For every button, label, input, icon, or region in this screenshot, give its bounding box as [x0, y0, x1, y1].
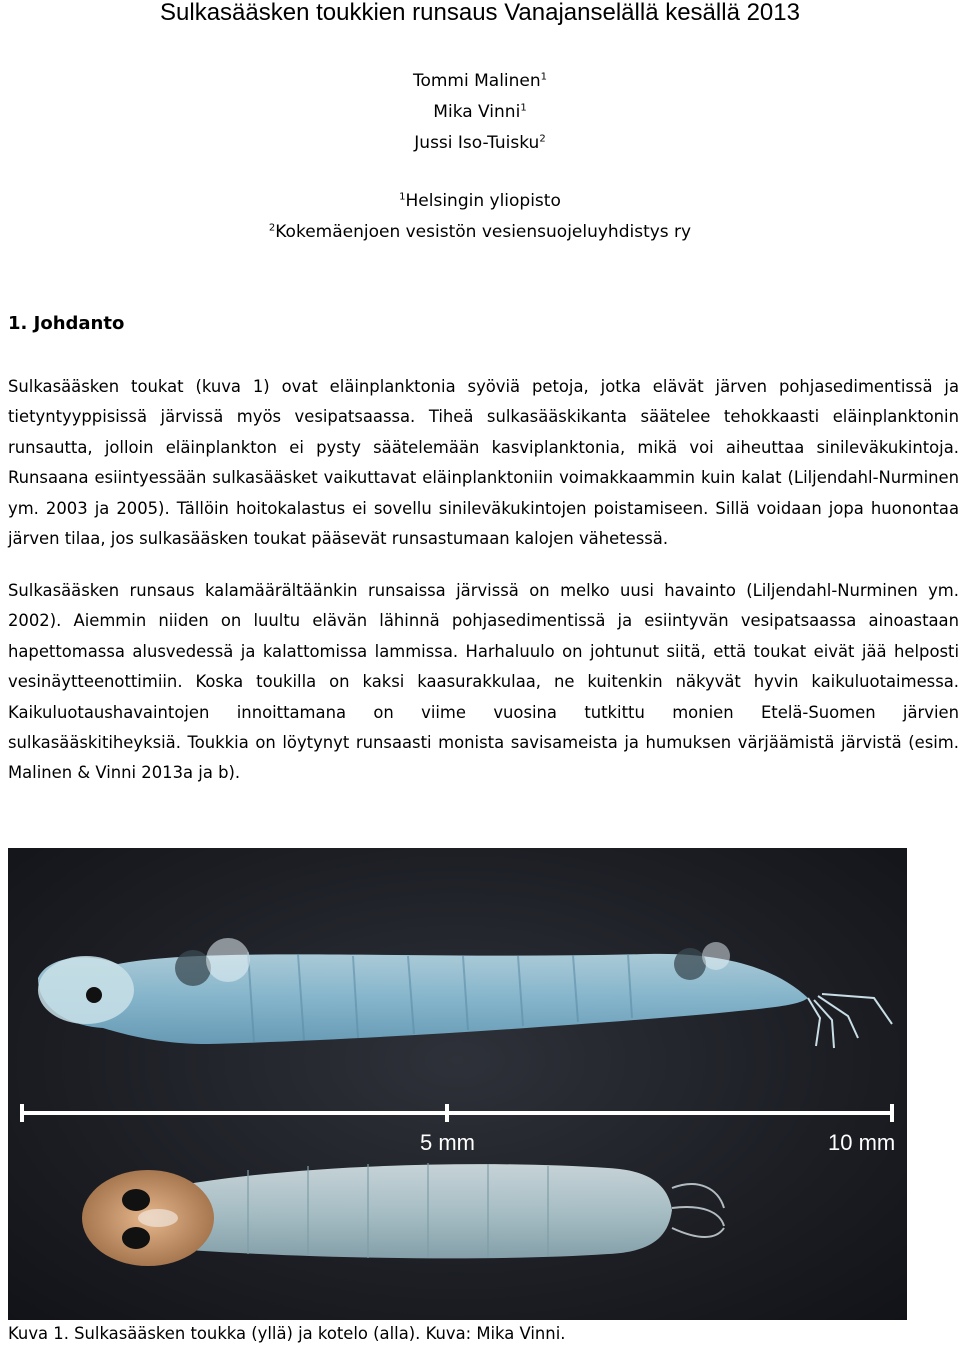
larva — [38, 938, 892, 1048]
body-paragraph: Sulkasääsken runsaus kalamäärältäänkin runsaissa järvissä on melko uusi havainto (Liljendahl-Nurminen ym. 2002). Aiemmin niiden on luultu elävän lähinnä pohjasedimentissä ja esiintyvän vesipatsaassa ainoastaan hapettomassa alusvedessä ja kalattomissa lammissa. Harhaluulo on johtunut siitä, että toukat eivät jää helposti vesinäytteenottimiin. Koska toukilla on kaksi kaasurakkulaa, ne kuitenkin näkyvät hyvin kaikuluotaimessa. Kaikuluotaushavaintojen innoittamana on viime vuosina tutkittu monien Etelä-Suomen järvien sulkasääskitiheyksiä. Toukkia on löytynyt runsaasti monista savisameista ja humuksen värjäämistä järvistä (esim. Malinen & Vinni 2013a ja b). — [8, 581, 959, 783]
paper-title: Sulkasääsken toukkien runsaus Vanajanselällä kesällä 2013 — [160, 0, 800, 26]
affiliation-list — [0, 186, 960, 248]
figure-caption: Kuva 1. Sulkasääsken toukka (yllä) ja kotelo (alla). Kuva: Mika Vinni. — [8, 1324, 566, 1343]
body-paragraph: Sulkasääsken toukat (kuva 1) ovat eläinplanktonia syöviä petoja, jotka elävät järven pohjasedimentissä ja tietyntyyppisissä järvissä myös vesipatsaassa. Tiheä sulkasääskikanta säätelee tehokkaasti eläinplanktonin runsautta, jolloin eläinplankton ei pysty säätelemään kasviplanktonia, mikä voi aiheuttaa sinileväkukintoja. Runsaana esiintyessään sulkasääsket vaikuttavat eläinplanktoniin voimakkaammin kuin kalat (Liljendahl-Nurminen ym. 2003 ja 2005). Tällöin hoitokalastus ei sovellu sinileväkukintojen poistamiseen. Sillä voidaan jopa huonontaa järven tilaa, jos sulkasääsken toukat pääsevät runsastumaan kalojen vähetessä. — [8, 377, 959, 549]
author-list — [0, 66, 960, 159]
section-heading: 1. Johdanto — [8, 313, 125, 334]
scale-bar — [22, 1104, 892, 1122]
affiliation: $^2$Kokemäenjoen vesistön vesiensuojeluyhdistys ry — [268, 222, 692, 242]
author: Mika Vinni$^1$ — [433, 102, 527, 122]
larva-photo — [8, 848, 907, 1320]
author: Jussi Iso-Tuisku$^2$ — [414, 133, 546, 153]
larva-illustration — [8, 848, 907, 1320]
affiliation: $^1$Helsingin yliopisto — [399, 191, 561, 211]
pupa — [82, 1163, 724, 1266]
scale-label-10mm: 10 mm — [828, 1130, 896, 1155]
scale-label-5mm: 5 mm — [420, 1130, 475, 1155]
author: Tommi Malinen$^1$ — [412, 71, 548, 91]
